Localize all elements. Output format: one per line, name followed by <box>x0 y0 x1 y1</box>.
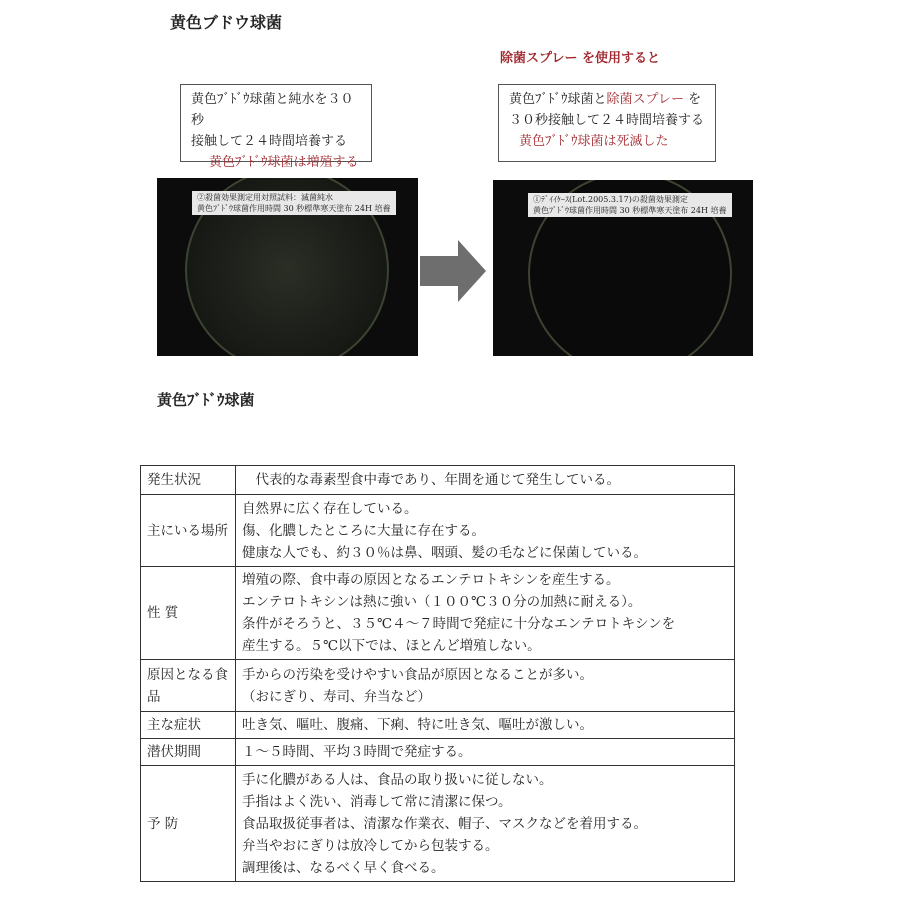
photo-label: ①ﾃﾞｲｲｹｰｽ(Lot.2005.3.17)の殺菌効果測定 黄色ﾌﾞﾄﾞｳ球菌作用時間 30 秒標準寒天塗布 24H 培養 <box>528 193 732 217</box>
bacteria-info-table <box>140 465 735 882</box>
row-header: 性 質 <box>141 567 236 660</box>
row-header: 主にいる場所 <box>141 495 236 567</box>
row-content: 代表的な毒素型食中毒であり、年間を通じて発生している。 <box>236 466 735 495</box>
text: 黄色ﾌﾞﾄﾞｳ球菌と <box>509 92 607 107</box>
page-title: 黄色ブドウ球菌 <box>170 13 283 32</box>
text: 黄色ﾌﾞﾄﾞｳ球菌と純水を３０秒 <box>191 92 354 128</box>
table-row <box>141 567 735 660</box>
text: 接触して２４時間培養する <box>191 134 348 149</box>
result-text: 黄色ﾌﾞﾄﾞｳ球菌は死滅した <box>519 134 669 149</box>
row-content: 手に化膿がある人は、食品の取り扱いに従しない。 手指はよく洗い、消毒して常に清潔に保つ。 食品取扱従事者は、清潔な作業衣、帽子、マスクなどを着用する。 弁当やおにぎりは放冷してから包装する。 調理後は、なるべく早く食べる。 <box>236 766 735 882</box>
arrow-right-icon <box>420 240 486 302</box>
table-row <box>141 466 735 495</box>
treated-petri-dish-photo <box>493 180 753 356</box>
photo-label: ②殺菌効果測定用対照試料：滅菌純水 黄色ﾌﾞﾄﾞｳ球菌作用時間 30 秒標準寒天塗布 24H 培養 <box>192 191 396 215</box>
text: を <box>688 92 702 107</box>
section-subtitle: 黄色ﾌﾞﾄﾞｳ球菌 <box>157 391 255 409</box>
row-content: 自然界に広く存在している。 傷、化膿したところに大量に存在する。 健康な人でも、約３０％は鼻、咽頭、髪の毛などに保菌している。 <box>236 495 735 567</box>
control-petri-dish-photo <box>157 178 418 356</box>
row-header: 予 防 <box>141 766 236 882</box>
row-content: 増殖の際、食中毒の原因となるエンテロトキシンを産生する。 エンテロトキシンは熱に強い（１００℃３０分の加熱に耐える）。 条件がそろうと、３５℃４～７時間で発症に十分なエンテロトキシンを 産生する。５℃以下では、ほとんど増殖しない。 <box>236 567 735 660</box>
table-row <box>141 660 735 712</box>
text: ３０秒接触して２４時間培養する <box>509 113 705 128</box>
right-description-box <box>498 84 716 162</box>
table-row <box>141 495 735 567</box>
row-header: 発生状況 <box>141 466 236 495</box>
row-header: 潜伏期間 <box>141 739 236 766</box>
result-text: 黄色ﾌﾞﾄﾞｳ球菌は増殖する <box>209 155 359 170</box>
text: 除菌スプレー <box>606 92 684 107</box>
spray-caption: 除菌スプレー を使用すると <box>500 51 661 66</box>
table-row <box>141 712 735 739</box>
table-row <box>141 739 735 766</box>
row-content: １～５時間、平均３時間で発症する。 <box>236 739 735 766</box>
row-header: 主な症状 <box>141 712 236 739</box>
left-description-box <box>180 84 372 170</box>
row-content: 手からの汚染を受けやすい食品が原因となることが多い。 （おにぎり、寿司、弁当など） <box>236 660 735 712</box>
row-content: 吐き気、嘔吐、腹痛、下痢、特に吐き気、嘔吐が激しい。 <box>236 712 735 739</box>
row-header: 原因となる食品 <box>141 660 236 712</box>
table-row <box>141 766 735 882</box>
